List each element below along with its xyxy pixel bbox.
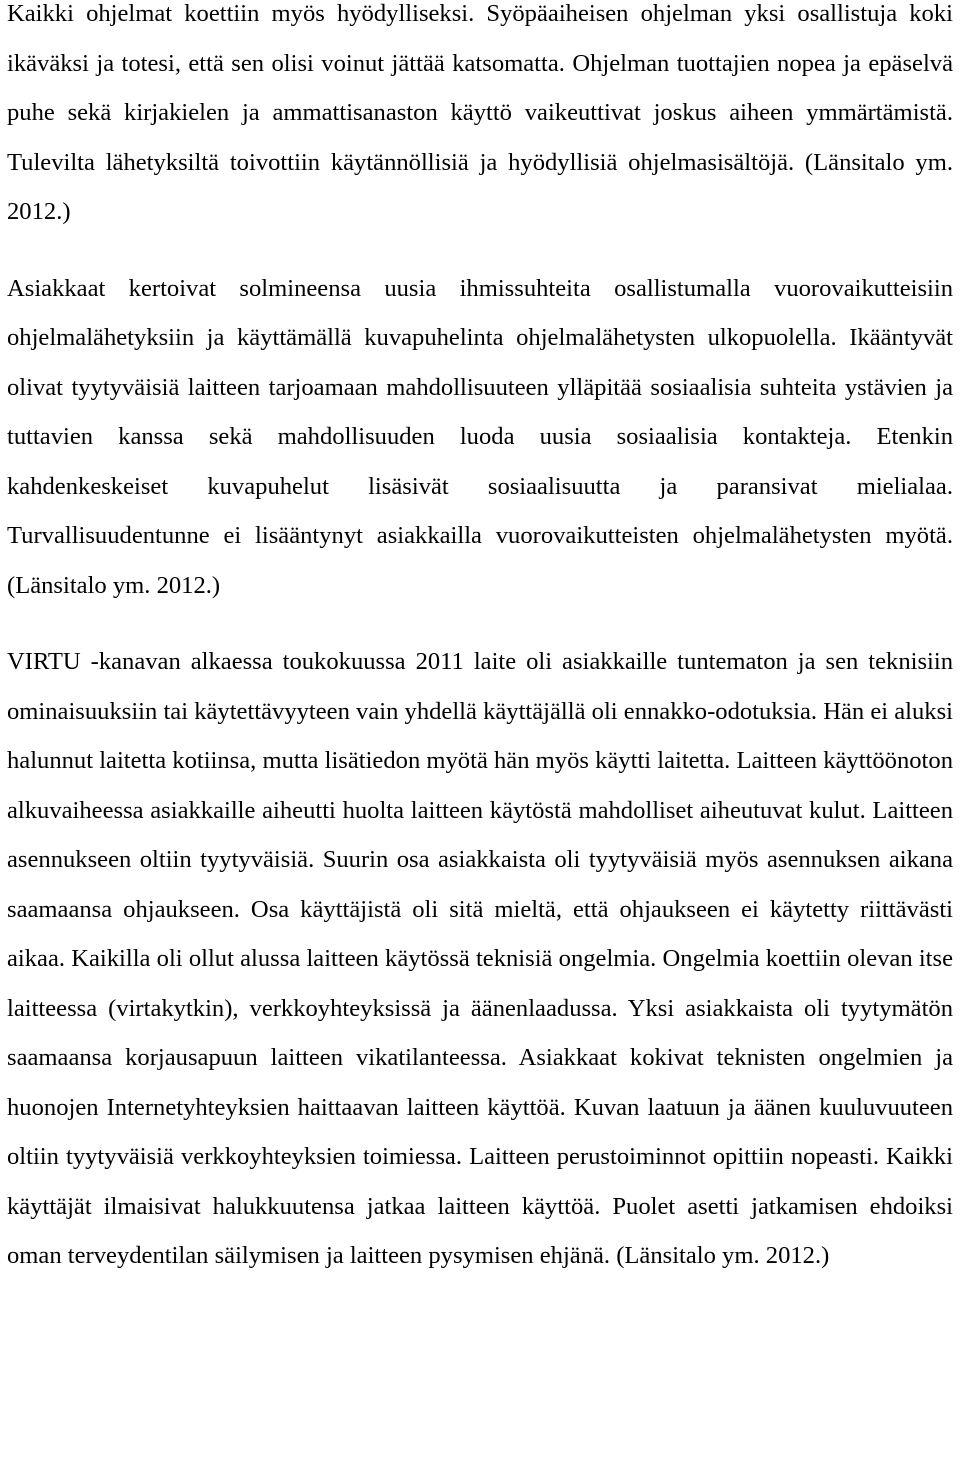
paragraph-program-usefulness: Kaikki ohjelmat koettiin myös hyödylliseksi. Syöpäaiheisen ohjelman yksi osallistuja koki ikäväksi ja totesi, että sen olisi voinut jättää katsomatta. Ohjelman tuottajien nopea ja epäselvä puhe sekä kirjakielen ja ammattisanaston käyttö vaikeuttivat joskus aiheen ymmärtämistä. Tulevilta lähetyksiltä toivottiin käytännöllisiä ja hyödyllisiä ohjelmasisältöjä. (Länsitalo ym. 2012.) <box>7 0 953 225</box>
paragraph-virtu-channel-experience: VIRTU -kanavan alkaessa toukokuussa 2011 laite oli asiakkaille tuntematon ja sen teknisiin ominaisuuksiin tai käytettävyyteen vain yhdellä käyttäjällä oli ennakko-odotuksia. Hän ei aluksi halunnut laitetta kotiinsa, mutta lisätiedon myötä hän myös käytti laitetta. Laitteen käyttöönoton alkuvaiheessa asiakkaille aiheutti huolta laitteen käytöstä mahdolliset aiheutuvat kulut. Laitteen asennukseen oltiin tyytyväisiä. Suurin osa asiakkaista oli tyytyväisiä myös asennuksen aikana saamaansa ohjaukseen. Osa käyttäjistä oli sitä mieltä, että ohjaukseen ei käytetty riittävästi aikaa. Kaikilla oli ollut alussa laitteen käytössä teknisiä ongelmia. Ongelmia koettiin olevan itse laitteessa (virtakytkin), verkkoyhteyksissä ja äänenlaadussa. Yksi asiakkaista oli tyytymätön saamaansa korjausapuun laitteen vikatilanteessa. Asiakkaat kokivat teknisten ongelmien ja huonojen Internetyhteyksien haittaavan laitteen käyttöä. Kuvan laatuun ja äänen kuuluvuuteen oltiin tyytyväisiä verkkoyhteyksien toimiessa. Laitteen perustoiminnot opittiin nopeasti. Kaikki käyttäjät ilmaisivat halukkuutensa jatkaa laitteen käyttöä. Puolet asetti jatkamisen ehdoiksi oman terveydentilan säilymisen ja laitteen pysymisen ehjänä. (Länsitalo ym. 2012.) <box>7 648 953 1269</box>
paragraph-social-relationships: Asiakkaat kertoivat solmineensa uusia ihmissuhteita osallistumalla vuorovaikutteisiin ohjelmalähetyksiin ja käyttämällä kuvapuhelinta ohjelmalähetysten ulkopuolella. Ikääntyvät olivat tyytyväisiä laitteen tarjoamaan mahdollisuuteen ylläpitää sosiaalisia suhteita ystävien ja tuttavien kanssa sekä mahdollisuuden luoda uusia sosiaalisia kontakteja. Etenkin kahdenkeskeiset kuvapuhelut lisäsivät sosiaalisuutta ja paransivat mielialaa. Turvallisuudentunne ei lisääntynyt asiakkailla vuorovaikutteisten ohjelmalähetysten myötä. (Länsitalo ym. 2012.) <box>7 274 953 599</box>
